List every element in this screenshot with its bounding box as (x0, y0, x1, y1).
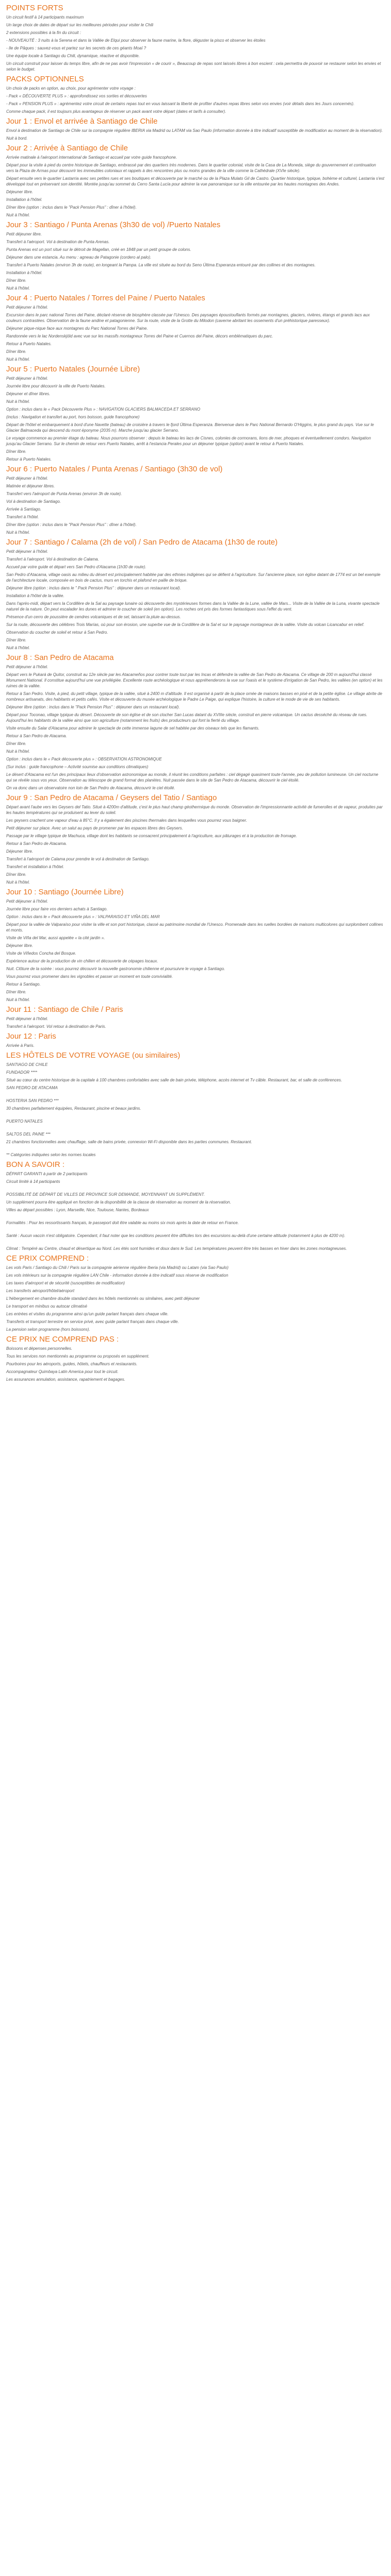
paragraph: Retour à Puerto Natales. (6, 457, 52, 462)
paragraph: Arrivée matinale à l'aéroport international de Santiago et accueil par votre guide francophone. (6, 155, 177, 160)
paragraph: Départ de l'hôtel et embarquement à bord d'une Navette (bateau) de croisière à travers le fjord Última Esperanza. Bienvenue dans le Parc National Bernardo O'Higgins, le plus grand du pays. Vue sur le Glacier Balmaceda qui descend du mont éponyme (2035 m). Marche jusqu'au glacier Serrano. (6, 422, 374, 433)
paragraph: Option : inclus dans le « Pack Découverte Plus » : NAVIGATION GLACIERS BALMACEDA ET SERRANO (6, 407, 201, 412)
paragraph: Les vols Paris / Santiago du Chili / Paris sur la compagnie aérienne régulière Iberia (via Madrid) ou Latam (via Sao Paulo) (6, 1265, 229, 1270)
paragraph: Arrivée à Paris. (6, 1043, 35, 1048)
paragraph: Option : inclus dans le « Pack découverte plus » : VALPARAISO ET VIÑA DEL MAR (6, 914, 160, 919)
paragraph: Envol à destination de Santiago de Chile sur la compagnie régulière IBERIA via Madrid ou LATAM via Sao Paulo (information donnée à titre indicatif susceptible de modification au moment de la réservation). (6, 128, 383, 133)
paragraph: Formalités : Pour les ressortissants français, le passeport doit être valable au moins six mois après la date de retour en France. (6, 1221, 239, 1225)
section-title: POINTS FORTS (6, 4, 63, 12)
paragraph: Transfert vers l'aéroport de Punta Arenas (environ 3h de route). (6, 492, 122, 496)
section (6, 887, 385, 1003)
paragraph: - Ile de Pâques : sauvez-vous et partez sur les secrets de ces géants Moaï ? (6, 46, 146, 50)
section-title: Jour 10 : Santiago (Journée Libre) (6, 888, 124, 896)
paragraph: Nuit à bord. (6, 136, 28, 141)
paragraph: ** Catégories indiquées selon les normes locales (6, 1153, 96, 1157)
paragraph: Expérience autour de la production de vin chilien et découverte de cépages locaux. (6, 959, 158, 963)
section-title: Jour 6 : Puerto Natales / Punta Arenas / Santiago (3h30 de vol) (6, 465, 223, 473)
section-title: BON A SAVOIR : (6, 1160, 65, 1169)
paragraph: Petit déjeuner à l'hôtel. (6, 549, 48, 554)
paragraph: Comme chaque pack, il est toujours plus avantageux de réserver un pack avant votre départ (dates et tarifs à consulter). (6, 109, 226, 114)
paragraph: Déjeuner libre (option : inclus dans le "Pack Pension Plus" : déjeuner dans un restaurant local). (6, 705, 180, 709)
paragraph: Dans l'après-midi, départ vers la Cordillère de la Sal au paysage lunaire où découverte des mystérieuses formes dans la Vallée de la Lune, vallée de Mars... Visite de la Vallée de la Luna, vivante spectacle naturel de la nature. On peut escalader les dunes et admirer le coucher de soleil (en option). Les roches ont pris des formes fantastiques sous l'effet du vent. (6, 601, 380, 612)
paragraph: Retour à Puerto Natales. (6, 342, 52, 346)
paragraph: Départ avant l'aube vers les Geysers del Tatio. Situé à 4200m d'altitude, c'est le plus haut champ géothermique du monde. Observation de l'impressionnante activité de fumerolles et de vapeur, produites par les hautes températures qui se produisent au lever du soleil. (6, 805, 383, 815)
paragraph: Dîner libre. (6, 278, 27, 283)
paragraph: Dîner libre. (6, 349, 27, 354)
paragraph: - Pack « PENSION PLUS » : agrémentez votre circuit de certains repas tout en vous laissant la liberté de profiter d'autres repas libres selon vos envies (voir détails dans les Jours concernés). (6, 101, 355, 106)
paragraph: Une équipe locale à Santiago du Chili, dynamique, réactive et disponible. (6, 54, 140, 58)
paragraph: Nuit à l'hôtel. (6, 213, 30, 217)
paragraph (6, 1093, 385, 1096)
paragraph: Dîner libre (option : inclus dans le "Pack Pension Plus" : dîner à l'hôtel). (6, 205, 137, 210)
paragraph: 21 chambres fonctionnelles avec chauffage, salle de bains privée, connexion Wi-Fi disponible dans les parties communes. Restaurant. (6, 1140, 252, 1144)
paragraph: On va donc dans un observatoire non loin de San Pedro de Atacama, découvrir le ciel étoilé. (6, 786, 175, 790)
paragraph: Déjeuner libre. (6, 943, 34, 948)
paragraph: Matinée et déjeuner libres. (6, 484, 55, 488)
section (6, 1005, 385, 1029)
paragraph: SAN PEDRO DE ATACAMA (6, 1086, 58, 1090)
paragraph: Dîner libre. (6, 990, 27, 994)
section-title: LES HÔTELS DE VOTRE VOYAGE (ou similaires) (6, 1051, 181, 1060)
paragraph: Petit déjeuner à l'hôtel. (6, 476, 48, 481)
section-title: Jour 7 : Santiago / Calama (2h de vol) / San Pedro de Atacama (1h30 de route) (6, 538, 278, 547)
paragraph: Les transferts aéroport/hôtel/aéroport (6, 1289, 75, 1293)
section (6, 793, 385, 885)
paragraph: Petit déjeuner libre. (6, 232, 42, 236)
paragraph: Départ pour la visite à pied du centre historique de Santiago, embrassé par des quartiers très modernes. Dans le quartier colonial, visite de la Casa de La Moneda, siège du gouvernement et continuation vers la Plaza de Armas pour découvrir les immeubles coloniaux et rappels à des rencontres plus ou moins grandes de la ville comme la Cathédrale (XVIe siècle). (6, 163, 376, 173)
section (6, 3, 385, 72)
paragraph: Retour à San Pedro. Visite, à pied, du petit village, typique de la vallée, situé à 2400 m d'altitude. Il est organisé à partir de la place ornée de maisons basses en pisé et de la petite église. Le village abrite de nombreux artisanats, des habitants et petits cafés. Visite et découverte du musée archéologique le Padre Le Paige, qui explique l'histoire, la culture et le mode de vie de ses habitants. (6, 691, 382, 702)
paragraph: Punta Arenas est un port situé sur le détroit de Magellan, créé en 1848 par un petit groupe de colons. (6, 247, 191, 252)
section-title: CE PRIX COMPREND : (6, 1254, 89, 1263)
paragraph: Déjeuner libre. (6, 849, 34, 854)
paragraph: Accompagnateur Quimbaya Latin America pour tout le circuit. (6, 1369, 119, 1374)
paragraph: Les geysers crachent une vapeur d'eau à 85°C. Il y a également des piscines thermales dans lesquelles vous pourrez vous baigner. (6, 818, 247, 823)
section-title: Jour 12 : Paris (6, 1032, 56, 1041)
paragraph: Départ pour la vallée de Valparaíso pour visiter la ville et son port historique, classé au patrimoine mondial de l'Unesco. Promenade dans les ruelles bordées de maisons multicolores qui surplombent collines et monts. (6, 922, 383, 933)
paragraph: Nuit à l'hôtel. (6, 646, 30, 650)
paragraph: Départ ensuite vers le quartier Lastarria avec ses petites rues et ses boutiques et découverte par le marché ou de la Plaza Mulato Gil de Castro. Quartier historique, typique, bohème et culturel, Lastarria s'est développé tout en préservant son identité. Montée jusqu'au sommet du Cerro Santa Lucía pour admirer la vue panoramique sur la ville entourée par les hautes montagnes des Andes. (6, 176, 385, 187)
paragraph: Transfert à l'aéroport. Vol à destination de Punta Arenas. (6, 240, 110, 244)
paragraph: Observation du coucher de soleil et retour à San Pedro. (6, 630, 108, 635)
paragraph: Un large choix de dates de départ sur les meilleures périodes pour visiter le Chili (6, 23, 154, 27)
section-title: Jour 4 : Puerto Natales / Torres del Paine / Puerto Natales (6, 294, 205, 302)
section (6, 364, 385, 462)
paragraph (6, 1215, 385, 1218)
paragraph: Petit déjeuner à l'hôtel. (6, 1016, 48, 1021)
paragraph: Nuit à l'hôtel. (6, 357, 30, 362)
paragraph: Visite de Viñedos Concha del Bosque. (6, 951, 76, 956)
paragraph: Visite de Viña del Mar, aussi appelée « la cité jardin ». (6, 936, 105, 940)
paragraph: San Pedro d'Atacama, village oasis au milieu du désert est principalement habitée par des ethnies indigènes qui se défient à l'agriculture. Sur l'ancienne place, son église datant de 1774 est un bel exemple de l'architecture locale, composée en bois de cactus, murs en torchis et plafond en paille de brique. (6, 572, 381, 583)
paragraph: Transfert et installation à l'hôtel. (6, 865, 64, 869)
paragraph: (Sur inclus : guide francophone – Activité soumise aux conditions climatiques) (6, 765, 149, 769)
paragraph: Accueil par votre guide et départ vers San Pedro d'Atacama (1h30 de route). (6, 565, 146, 569)
paragraph: Journée libre pour découvrir la ville de Puerto Natales. (6, 384, 106, 388)
paragraph: Installation à l'hôtel. (6, 197, 43, 202)
paragraph: Départ vers le Pukará de Quitor, construit au 12e siècle par les Atacameños pour contrer toute tout par les Incas et défendre la vallée de San Pedro de Atacama. Ce village de 200 m aujourd'hui classé Monument National. Il constitue aujourd'hui une vue privilégiée. Excellente route archéologique et nous appréhenderons la vue sur l'oasis et le système d'irrigation de San Pedro, les vallées (en option) et les ruines de la vallée. (6, 672, 383, 688)
paragraph: Transfert à l'hôtel. (6, 515, 39, 519)
section (6, 464, 385, 535)
paragraph: Petit déjeuner à l'hôtel. (6, 376, 48, 381)
paragraph: Petit déjeuner à l'hôtel. (6, 665, 48, 669)
paragraph: Le transport en minibus ou autocar climatisé (6, 1304, 87, 1309)
paragraph: Villes au départ possibles : Lyon, Marseille, Nice, Toulouse, Nantes, Bordeaux (6, 1208, 149, 1212)
paragraph: Nuit à l'hôtel. (6, 880, 30, 885)
section (6, 74, 385, 114)
paragraph: Installation à l'hôtel de la vallée. (6, 594, 64, 598)
paragraph: Dîner libre (option : inclus dans le "Pack Pension Plus" : dîner à l'hôtel). (6, 522, 137, 527)
paragraph: Dîner libre. (6, 449, 27, 454)
paragraph: Petit déjeuner sur place. Avec un salut au pays de promener par les espaces libres des Geysers. (6, 826, 183, 831)
paragraph: Vous pourrez vous promener dans les vignobles et passer un moment en toute convivialité. (6, 974, 173, 979)
section-title: Jour 3 : Santiago / Punta Arenas (3h30 de vol) /Puerto Natales (6, 221, 221, 229)
paragraph: Les taxes d'aéroport et de sécurité (susceptibles de modification) (6, 1281, 125, 1285)
paragraph: Déjeuner libre. (6, 190, 34, 194)
paragraph: Excursion dans le parc national Torres del Paine, déclaré réserve de biosphère classée par l'Unesco. Des paysages époustouflants formés par montagnes, glaciers, rivières, étangs et grands lacs aux couleurs contrastées. Observation de la faune andine et patagonienne. Sur la route, visite de la Grotte du Milodon (caverne abritant les ossements d'un préhistorique paresseux). (6, 313, 370, 323)
paragraph: Retour à Santiago. (6, 982, 41, 987)
paragraph: Boissons et dépenses personnelles. (6, 1346, 73, 1351)
section-title: PACKS OPTIONNELS (6, 75, 84, 83)
section-title: Jour 1 : Envol et arrivée à Santiago de Chile (6, 117, 158, 126)
paragraph: Les entrées et visites du programme ainsi qu'un guide parlant français dans chaque ville. (6, 1312, 169, 1316)
paragraph (6, 1147, 385, 1150)
paragraph: Présence d'un cerro de poussière de cendres volcaniques et de sel, laissant la pluie au-dessus. (6, 615, 181, 619)
paragraph: Pourboires pour les aéroports, guides, hôtels, chauffeurs et restaurants. (6, 1362, 138, 1366)
paragraph: Un supplément pourra être appliqué en fonction de la disponibilité de la classe de réservation au moment de la réservation. (6, 1200, 231, 1205)
section (6, 537, 385, 651)
paragraph: Nuit à l'hôtel. (6, 286, 30, 291)
paragraph: - Pack « DÉCOUVERTE PLUS » : approfondissez vos sorties et découvertes (6, 94, 147, 98)
section (6, 1160, 385, 1251)
paragraph: Petit déjeuner à l'hôtel. (6, 899, 48, 904)
paragraph: L'hébergement en chambre double standard dans les hôtels mentionnés ou similaires, avec petit déjeuner (6, 1296, 200, 1301)
paragraph: Petit déjeuner à l'hôtel. (6, 305, 48, 310)
paragraph: Installation à l'hôtel. (6, 270, 43, 275)
section-title: Jour 9 : San Pedro de Atacama / Geysers del Tatio / Santiago (6, 793, 217, 802)
paragraph: Le désert d'Atacama est l'un des principaux lieux d'observation astronomique au monde, il réunit les conditions parfaites : ciel dégagé quasiment toute l'année, peu de pollution lumineuse. Un ciel nocturne qui se révèle sous vos yeux. Observation au télescope de grand format des planètes. Nuit passée dans le site de San Pedro de Atacama, découvrir le ciel étoilé. (6, 772, 379, 783)
paragraph: - NOUVEAUTÉ : 3 nuits à la Serena et dans la Vallée de Elqui pour observer la faune marine, la flore, déguster la pisco et observer les étoiles (6, 38, 266, 43)
paragraph: Un circuit festif à 14 participants maximum (6, 15, 84, 20)
paragraph: 30 chambres parfaitement équipées, Restaurant, piscine et beaux jardins. (6, 1106, 141, 1111)
paragraph: Retour à San Pedro de Atacama. (6, 734, 67, 738)
paragraph: Déjeuner pique-nique face aux montagnes du Parc National Torres del Paine. (6, 326, 148, 331)
paragraph: Départ pour Toconao, village typique du désert. Découverte de son église et de son clocher San Lucas datant du XVIIIe siècle, construit en pierre volcanique. Un cactus desséché du réseau de rues. Aujourd'hui les habitants de la vallée ainsi que son agriculture (notamment les fruits) des producteurs qui font la fierté du village. (6, 713, 368, 723)
paragraph: Les assurances annulation, assistance, rapatriement et bagages. (6, 1377, 125, 1382)
paragraph: Circuit limité à 14 participants (6, 1179, 60, 1184)
paragraph: Transfert à l'aéroport. Vol retour à destination de Paris. (6, 1024, 106, 1029)
paragraph: Passage par le village typique de Machuca, village dont les habitants se consacrent principalement à l'agriculture, aux pâturages et à la production de fromage. (6, 834, 297, 838)
section (6, 1031, 385, 1048)
section (6, 293, 385, 362)
paragraph: Déjeuner libre (option : inclus dans le " Pack Pension Plus" : déjeuner dans un restaurant local). (6, 586, 181, 590)
paragraph: Nuit à l'hôtel. (6, 749, 30, 754)
section-title: Jour 2 : Arrivée à Santiago de Chile (6, 144, 128, 152)
paragraph: La pension selon programme (hors boissons). (6, 1327, 90, 1332)
paragraph: SANTIAGO DE CHILE (6, 1062, 48, 1067)
paragraph: Climat : Tempéré au Centre, chaud et désertique au Nord. Les étés sont humides et doux dans le Sud. Les températures peuvent être très basses en hiver dans les zones montagneuses. (6, 1246, 347, 1251)
paragraph: Retour à San Pedro de Atacama. (6, 841, 67, 846)
paragraph (6, 1241, 385, 1244)
paragraph: Transferts et transport terrestre en service privé, avec guide parlant français dans chaque ville. (6, 1319, 179, 1324)
paragraph: DÉPART GARANTI à partir de 2 participants (6, 1172, 88, 1176)
section-title: Jour 8 : San Pedro de Atacama (6, 653, 114, 662)
paragraph: Nuit à l'hôtel. (6, 997, 30, 1002)
paragraph: Situé au cœur du centre historique de la capitale à 100 chambres confortables avec salle de bain privée, téléphone, accès internet et Tv câble. Restaurant, bar, et salle de conférences. (6, 1078, 343, 1082)
paragraph: Le voyage commence au premier étage du bateau. Nous pourrons observer : depuis le bateau les lacs de Cisnes, colonies de cormorans, lions de mer, phoques et éventuellement condors. Navigation jusqu'au Glacier Serrano. Sur le chemin de retour vers Puerto Natales, arrêt à l'estancia Perales pour un déjeuner typique (option) avant le retour à Puerto Natales. (6, 436, 371, 446)
paragraph: SALTOS DEL PAINE *** (6, 1132, 51, 1137)
paragraph: Arrivée à Santiago. (6, 507, 42, 512)
paragraph: Les vols intérieurs sur la compagnie régulière LAN Chile - information donnée à titre indicatif sous réserve de modification (6, 1273, 229, 1278)
paragraph: Dîner libre. (6, 638, 27, 642)
paragraph (6, 1228, 385, 1231)
paragraph: Tous les services non mentionnés au programme ou proposés en supplément. (6, 1354, 150, 1359)
paragraph: Un choix de packs en option, au choix, pour agrémenter votre voyage : (6, 86, 136, 91)
paragraph: Dîner libre. (6, 741, 27, 746)
paragraph: Visite ensuite du Salar d'Atacama pour admirer le spectacle de cette immense lagune de sel habitée par des oiseaux tels que les flamants. (6, 726, 259, 731)
section (6, 220, 385, 291)
paragraph: Nuit à l'hôtel. (6, 399, 30, 404)
paragraph: Nuit. Clôture de la soirée : vous pourrez découvrir la nouvelle gastronomie chilienne et poursuivre le voyage à Santiago. (6, 967, 225, 971)
paragraph: Option : inclus dans le « Pack découverte plus » : OBSERVATION ASTRONOMIQUE (6, 757, 162, 761)
section (6, 1253, 385, 1332)
paragraph: Dîner libre. (6, 872, 27, 877)
paragraph: Transfert à l'aéroport de Calama pour prendre le vol à destination de Santiago. (6, 857, 150, 861)
section-title: CE PRIX NE COMPREND PAS : (6, 1335, 119, 1344)
section-title: Jour 5 : Puerto Natales (Journée Libre) (6, 365, 140, 374)
paragraph: Vol à destination de Santiago. (6, 499, 61, 504)
paragraph: POSSIBILITÉ DE DÉPART DE VILLES DE PROVINCE SUR DEMANDE, MOYENNANT UN SUPPLÉMENT. (6, 1192, 205, 1197)
paragraph: Transfert à Puerto Natales (environ 3h de route), en longeant la Pampa. La ville est située au bord du Seno Última Esperanza entouré par des collines et des montagnes. (6, 263, 316, 267)
paragraph (6, 1187, 385, 1190)
section (6, 143, 385, 218)
section-title: Jour 11 : Santiago de Chile / Paris (6, 1005, 123, 1014)
paragraph: Journée libre pour faire vos derniers achats à Santiago. (6, 907, 108, 911)
section (6, 653, 385, 791)
paragraph: Déjeuner dans une estancia. Au menu : agneau de Patagonie (cordero al palo). (6, 255, 152, 260)
paragraph (6, 1113, 385, 1116)
paragraph: (inclus : Navigation et transfert au port, hors boisson, guide francophone) (6, 415, 140, 419)
section (6, 1334, 385, 1382)
paragraph: Randonnée vers le lac Nordenskjöld avec vue sur les massifs montagneux Torres del Paine et Cuernos del Paine, décors emblématiques du parc. (6, 334, 273, 338)
paragraph: Un circuit construit pour laisser du temps libre, afin de ne pas avoir l'impression « de courir », Beaucoup de repas sont laissés libres à bon escient : cela permettra de pouvoir se restaurer selon les envies et selon le budget. (6, 61, 381, 72)
paragraph: Déjeuner et dîner libres. (6, 392, 51, 396)
section (6, 116, 385, 141)
paragraph: Nuit à l'hôtel. (6, 530, 30, 535)
paragraph: FUNDADOR **** (6, 1070, 38, 1075)
paragraph (6, 1126, 385, 1129)
paragraph: Santé : Aucun vaccin n'est obligatoire. Cependant, il faut noter que les conditions peuvent être difficiles lors des excursions au-delà d'une certaine altitude (notamment à plus de 4200 m). (6, 1233, 346, 1238)
section (6, 1050, 385, 1158)
paragraph: HOSTERIA SAN PEDRO *** (6, 1098, 59, 1103)
paragraph: Sur la route, découverte des célèbres Trois Marías, où pour son érosion, une superbe vue de la Cordillère de la Sal et sur le paysage montagneux de la vallée. Visite du volcan Licancabur en relief. (6, 622, 365, 627)
paragraph: Transfert à l'aéroport. Vol à destination de Calama. (6, 557, 99, 562)
paragraph: 2 extensions possibles à la fin du circuit : (6, 30, 81, 35)
paragraph: PUERTO NATALES (6, 1119, 43, 1124)
